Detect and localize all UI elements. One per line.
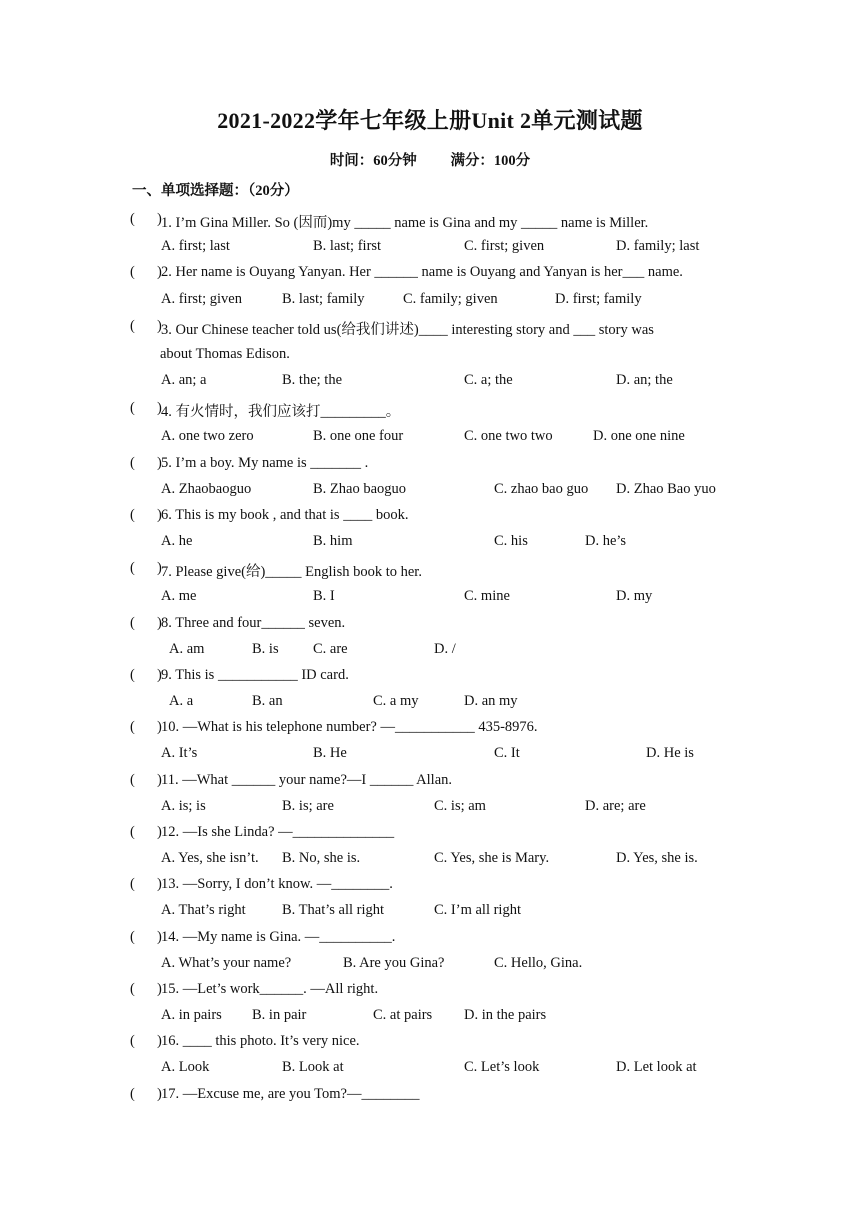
answer-paren-close: ) <box>157 455 162 471</box>
question-text: 7. Please give(给)_____ English book to her. <box>161 564 422 580</box>
answer-option: C. are <box>313 641 348 657</box>
question-text: 3. Our Chinese teacher told us(给我们讲述)____ interesting story and ___ story was <box>161 322 654 338</box>
answer-option: C. Yes, she is Mary. <box>434 850 550 866</box>
answer-paren-open: ( <box>130 719 135 735</box>
answer-paren-close: ) <box>157 719 162 735</box>
question-text: 14. —My name is Gina. —__________. <box>161 929 396 945</box>
question-text: 8. Three and four______ seven. <box>161 615 346 631</box>
question-text: 17. —Excuse me, are you Tom?—________ <box>161 1086 420 1102</box>
answer-option: D. first; family <box>555 291 642 307</box>
answer-option: B. one one four <box>313 428 404 444</box>
answer-paren-close: ) <box>157 211 162 227</box>
answer-option: D. family; last <box>616 238 700 254</box>
answer-option: B. Zhao baoguo <box>313 481 407 497</box>
answer-option: B. That’s all right <box>282 902 385 918</box>
answer-option: C. family; given <box>403 291 498 307</box>
answer-paren-close: ) <box>157 772 162 788</box>
answer-option: A. is; is <box>161 798 206 814</box>
answer-option: D. are; are <box>585 798 646 814</box>
answer-option: A. in pairs <box>161 1007 222 1023</box>
exam-score: 满分：100分 <box>450 153 531 169</box>
question-row <box>0 772 860 792</box>
question-text: 5. I’m a boy. My name is _______ . <box>161 455 369 471</box>
answer-paren-close: ) <box>157 507 162 523</box>
answer-option: B. No, she is. <box>282 850 361 866</box>
answer-paren-close: ) <box>157 400 162 416</box>
answer-paren-open: ( <box>130 211 135 227</box>
answer-option: D. / <box>434 641 456 657</box>
question-text-continued: about Thomas Edison. <box>160 346 290 362</box>
question-text: 10. —What is his telephone number? —___________ 435-8976. <box>161 719 538 735</box>
answer-paren-close: ) <box>157 318 162 334</box>
answer-option: D. an; the <box>616 372 673 388</box>
answer-option: D. one one nine <box>593 428 685 444</box>
answer-option: B. the; the <box>282 372 343 388</box>
answer-option: A. an; a <box>161 372 207 388</box>
question-text: 16. ____ this photo. It’s very nice. <box>161 1033 360 1049</box>
answer-option: B. an <box>252 693 283 709</box>
answer-option: B. him <box>313 533 353 549</box>
question-text: 2. Her name is Ouyang Yanyan. Her ______ name is Ouyang and Yanyan is her___ name. <box>161 264 683 280</box>
question-row <box>0 1086 860 1106</box>
answer-option: D. He is <box>646 745 694 761</box>
question-text: 1. I’m Gina Miller. So (因而)my _____ name is Gina and my _____ name is Miller. <box>161 215 649 231</box>
answer-paren-close: ) <box>157 615 162 631</box>
question-row <box>0 318 860 338</box>
answer-option: C. a; the <box>464 372 513 388</box>
answer-paren-open: ( <box>130 824 135 840</box>
answer-option: A. one two zero <box>161 428 254 444</box>
answer-option: A. am <box>169 641 205 657</box>
answer-option: A. he <box>161 533 193 549</box>
answer-option: D. my <box>616 588 653 604</box>
question-row <box>0 455 860 475</box>
page-title: 2021-2022学年七年级上册Unit 2单元测试题 <box>217 108 643 133</box>
answer-paren-open: ( <box>130 772 135 788</box>
answer-option: C. I’m all right <box>434 902 521 918</box>
answer-option: C. his <box>494 533 528 549</box>
answer-option: D. Yes, she is. <box>616 850 698 866</box>
answer-option: C. one two two <box>464 428 553 444</box>
question-row <box>0 667 860 687</box>
question-row <box>0 719 860 739</box>
question-row <box>0 876 860 896</box>
answer-paren-close: ) <box>157 1033 162 1049</box>
question-text: 4. 有火情时，我们应该打_________。 <box>161 404 401 420</box>
answer-option: C. first; given <box>464 238 545 254</box>
answer-option: A. It’s <box>161 745 198 761</box>
question-row <box>0 929 860 949</box>
answer-option: D. in the pairs <box>464 1007 547 1023</box>
question-row <box>0 615 860 635</box>
answer-option: C. Let’s look <box>464 1059 540 1075</box>
answer-option: B. He <box>313 745 347 761</box>
question-text: 13. —Sorry, I don’t know. —________. <box>161 876 393 892</box>
answer-option: B. I <box>313 588 335 604</box>
answer-paren-close: ) <box>157 667 162 683</box>
answer-option: A. first; given <box>161 291 242 307</box>
answer-option: A. a <box>169 693 194 709</box>
answer-paren-open: ( <box>130 929 135 945</box>
answer-option: B. is <box>252 641 279 657</box>
answer-paren-open: ( <box>130 318 135 334</box>
answer-option: D. Let look at <box>616 1059 697 1075</box>
answer-paren-close: ) <box>157 560 162 576</box>
question-row <box>0 1033 860 1053</box>
answer-paren-open: ( <box>130 1033 135 1049</box>
answer-option: B. last; first <box>313 238 382 254</box>
answer-option: C. at pairs <box>373 1007 433 1023</box>
question-row <box>0 211 860 231</box>
question-row <box>0 560 860 580</box>
answer-paren-close: ) <box>157 929 162 945</box>
answer-paren-open: ( <box>130 455 135 471</box>
question-text: 12. —Is she Linda? —______________ <box>161 824 395 840</box>
answer-option: A. first; last <box>161 238 230 254</box>
exam-time: 时间：60分钟 <box>329 153 417 169</box>
answer-option: B. Look at <box>282 1059 344 1075</box>
question-text: 11. —What ______ your name?—I ______ Allan. <box>161 772 453 788</box>
question-text: 15. —Let’s work______. —All right. <box>161 981 379 997</box>
section-heading: 一、单项选择题：（20分） <box>132 183 299 199</box>
answer-option: A. That’s right <box>161 902 246 918</box>
answer-option: A. What’s your name? <box>161 955 292 971</box>
question-text: 9. This is ___________ ID card. <box>161 667 349 683</box>
answer-option: B. in pair <box>252 1007 307 1023</box>
answer-paren-open: ( <box>130 560 135 576</box>
answer-option: C. a my <box>373 693 419 709</box>
answer-option: B. last; family <box>282 291 365 307</box>
answer-option: B. Are you Gina? <box>343 955 445 971</box>
answer-paren-open: ( <box>130 1086 135 1102</box>
answer-paren-close: ) <box>157 824 162 840</box>
answer-option: D. Zhao Bao yuo <box>616 481 716 497</box>
answer-paren-open: ( <box>130 615 135 631</box>
answer-paren-close: ) <box>157 876 162 892</box>
question-row <box>0 824 860 844</box>
answer-paren-open: ( <box>130 264 135 280</box>
answer-option: C. It <box>494 745 520 761</box>
answer-option: A. me <box>161 588 197 604</box>
answer-paren-close: ) <box>157 264 162 280</box>
question-row <box>0 264 860 284</box>
answer-option: A. Zhaobaoguo <box>161 481 252 497</box>
answer-option: D. an my <box>464 693 518 709</box>
answer-option: C. mine <box>464 588 510 604</box>
answer-option: A. Yes, she isn’t. <box>161 850 259 866</box>
answer-paren-open: ( <box>130 981 135 997</box>
answer-paren-close: ) <box>157 981 162 997</box>
question-text: 6. This is my book , and that is ____ book. <box>161 507 409 523</box>
answer-option: C. Hello, Gina. <box>494 955 583 971</box>
answer-option: C. is; am <box>434 798 486 814</box>
exam-meta <box>0 149 860 170</box>
question-row <box>0 400 860 420</box>
question-row <box>0 507 860 527</box>
answer-option: A. Look <box>161 1059 210 1075</box>
answer-option: D. he’s <box>585 533 627 549</box>
answer-paren-close: ) <box>157 1086 162 1102</box>
answer-paren-open: ( <box>130 876 135 892</box>
answer-paren-open: ( <box>130 667 135 683</box>
answer-paren-open: ( <box>130 400 135 416</box>
answer-paren-open: ( <box>130 507 135 523</box>
answer-option: B. is; are <box>282 798 334 814</box>
answer-option: C. zhao bao guo <box>494 481 589 497</box>
question-row <box>0 981 860 1001</box>
